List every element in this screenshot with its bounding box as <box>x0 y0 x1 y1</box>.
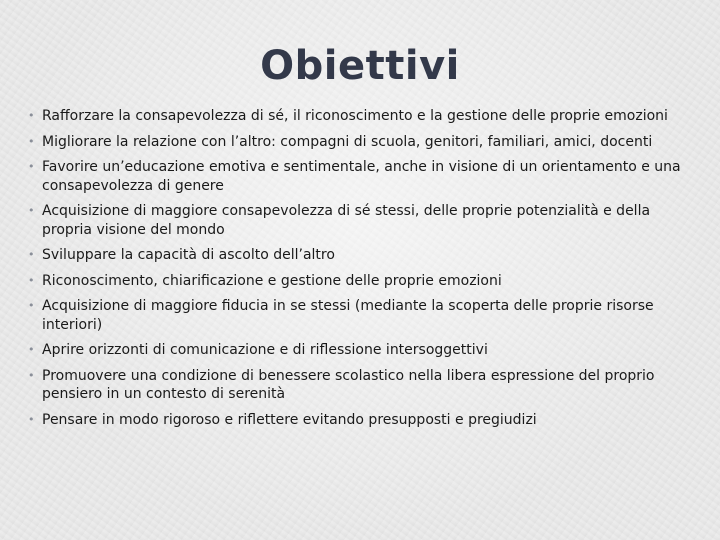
list-item <box>28 158 700 195</box>
bullet-icon: • <box>28 134 35 148</box>
list-item <box>28 411 700 430</box>
list-item-text: Favorire un’educazione emotiva e sentimentale, anche in visione di un orientamento e una consapevolezza di genere <box>42 159 681 194</box>
bullet-icon: • <box>28 160 35 173</box>
bullet-icon: • <box>28 248 35 261</box>
list-item <box>28 202 700 239</box>
list-item-text: Promuovere una condizione di benessere scolastico nella libera espressione del proprio pensiero in un contesto di serenità <box>42 367 655 402</box>
bullet-icon: • <box>28 343 35 356</box>
list-item-text: Rafforzare la consapevolezza di sé, il riconoscimento e la gestione delle proprie emozioni <box>42 108 668 124</box>
bullet-icon: • <box>28 273 35 287</box>
bullet-icon: • <box>28 109 35 122</box>
list-item-text: Riconoscimento, chiarificazione e gestione delle proprie emozioni <box>42 272 502 289</box>
list-item <box>28 107 700 126</box>
slide-title: Obiettivi <box>260 43 460 89</box>
bullet-icon: • <box>28 412 35 426</box>
list-item-text: Migliorare la relazione con l’altro: compagni di scuola, genitori, familiari, amici, docenti <box>42 133 653 150</box>
list-item <box>28 341 700 360</box>
list-item-text: Acquisizione di maggiore fiducia in se stessi (mediante la scoperta delle proprie risorse interiori) <box>42 298 654 333</box>
bullet-icon: • <box>28 368 35 382</box>
list-item <box>28 367 700 404</box>
list-item <box>28 272 700 291</box>
list-item-text: Sviluppare la capacità di ascolto dell’altro <box>42 247 335 263</box>
list-item <box>28 297 700 334</box>
list-item-text: Acquisizione di maggiore consapevolezza di sé stessi, delle proprie potenzialità e della propria visione del mondo <box>42 203 651 238</box>
list-item <box>28 133 700 152</box>
objectives-list <box>28 107 700 436</box>
bullet-icon: • <box>28 204 35 217</box>
list-item <box>28 246 700 265</box>
list-item-text: Aprire orizzonti di comunicazione e di riflessione intersoggettivi <box>42 342 488 358</box>
list-item-text: Pensare in modo rigoroso e riflettere evitando presupposti e pregiudizi <box>42 411 537 428</box>
bullet-icon: • <box>28 299 35 312</box>
